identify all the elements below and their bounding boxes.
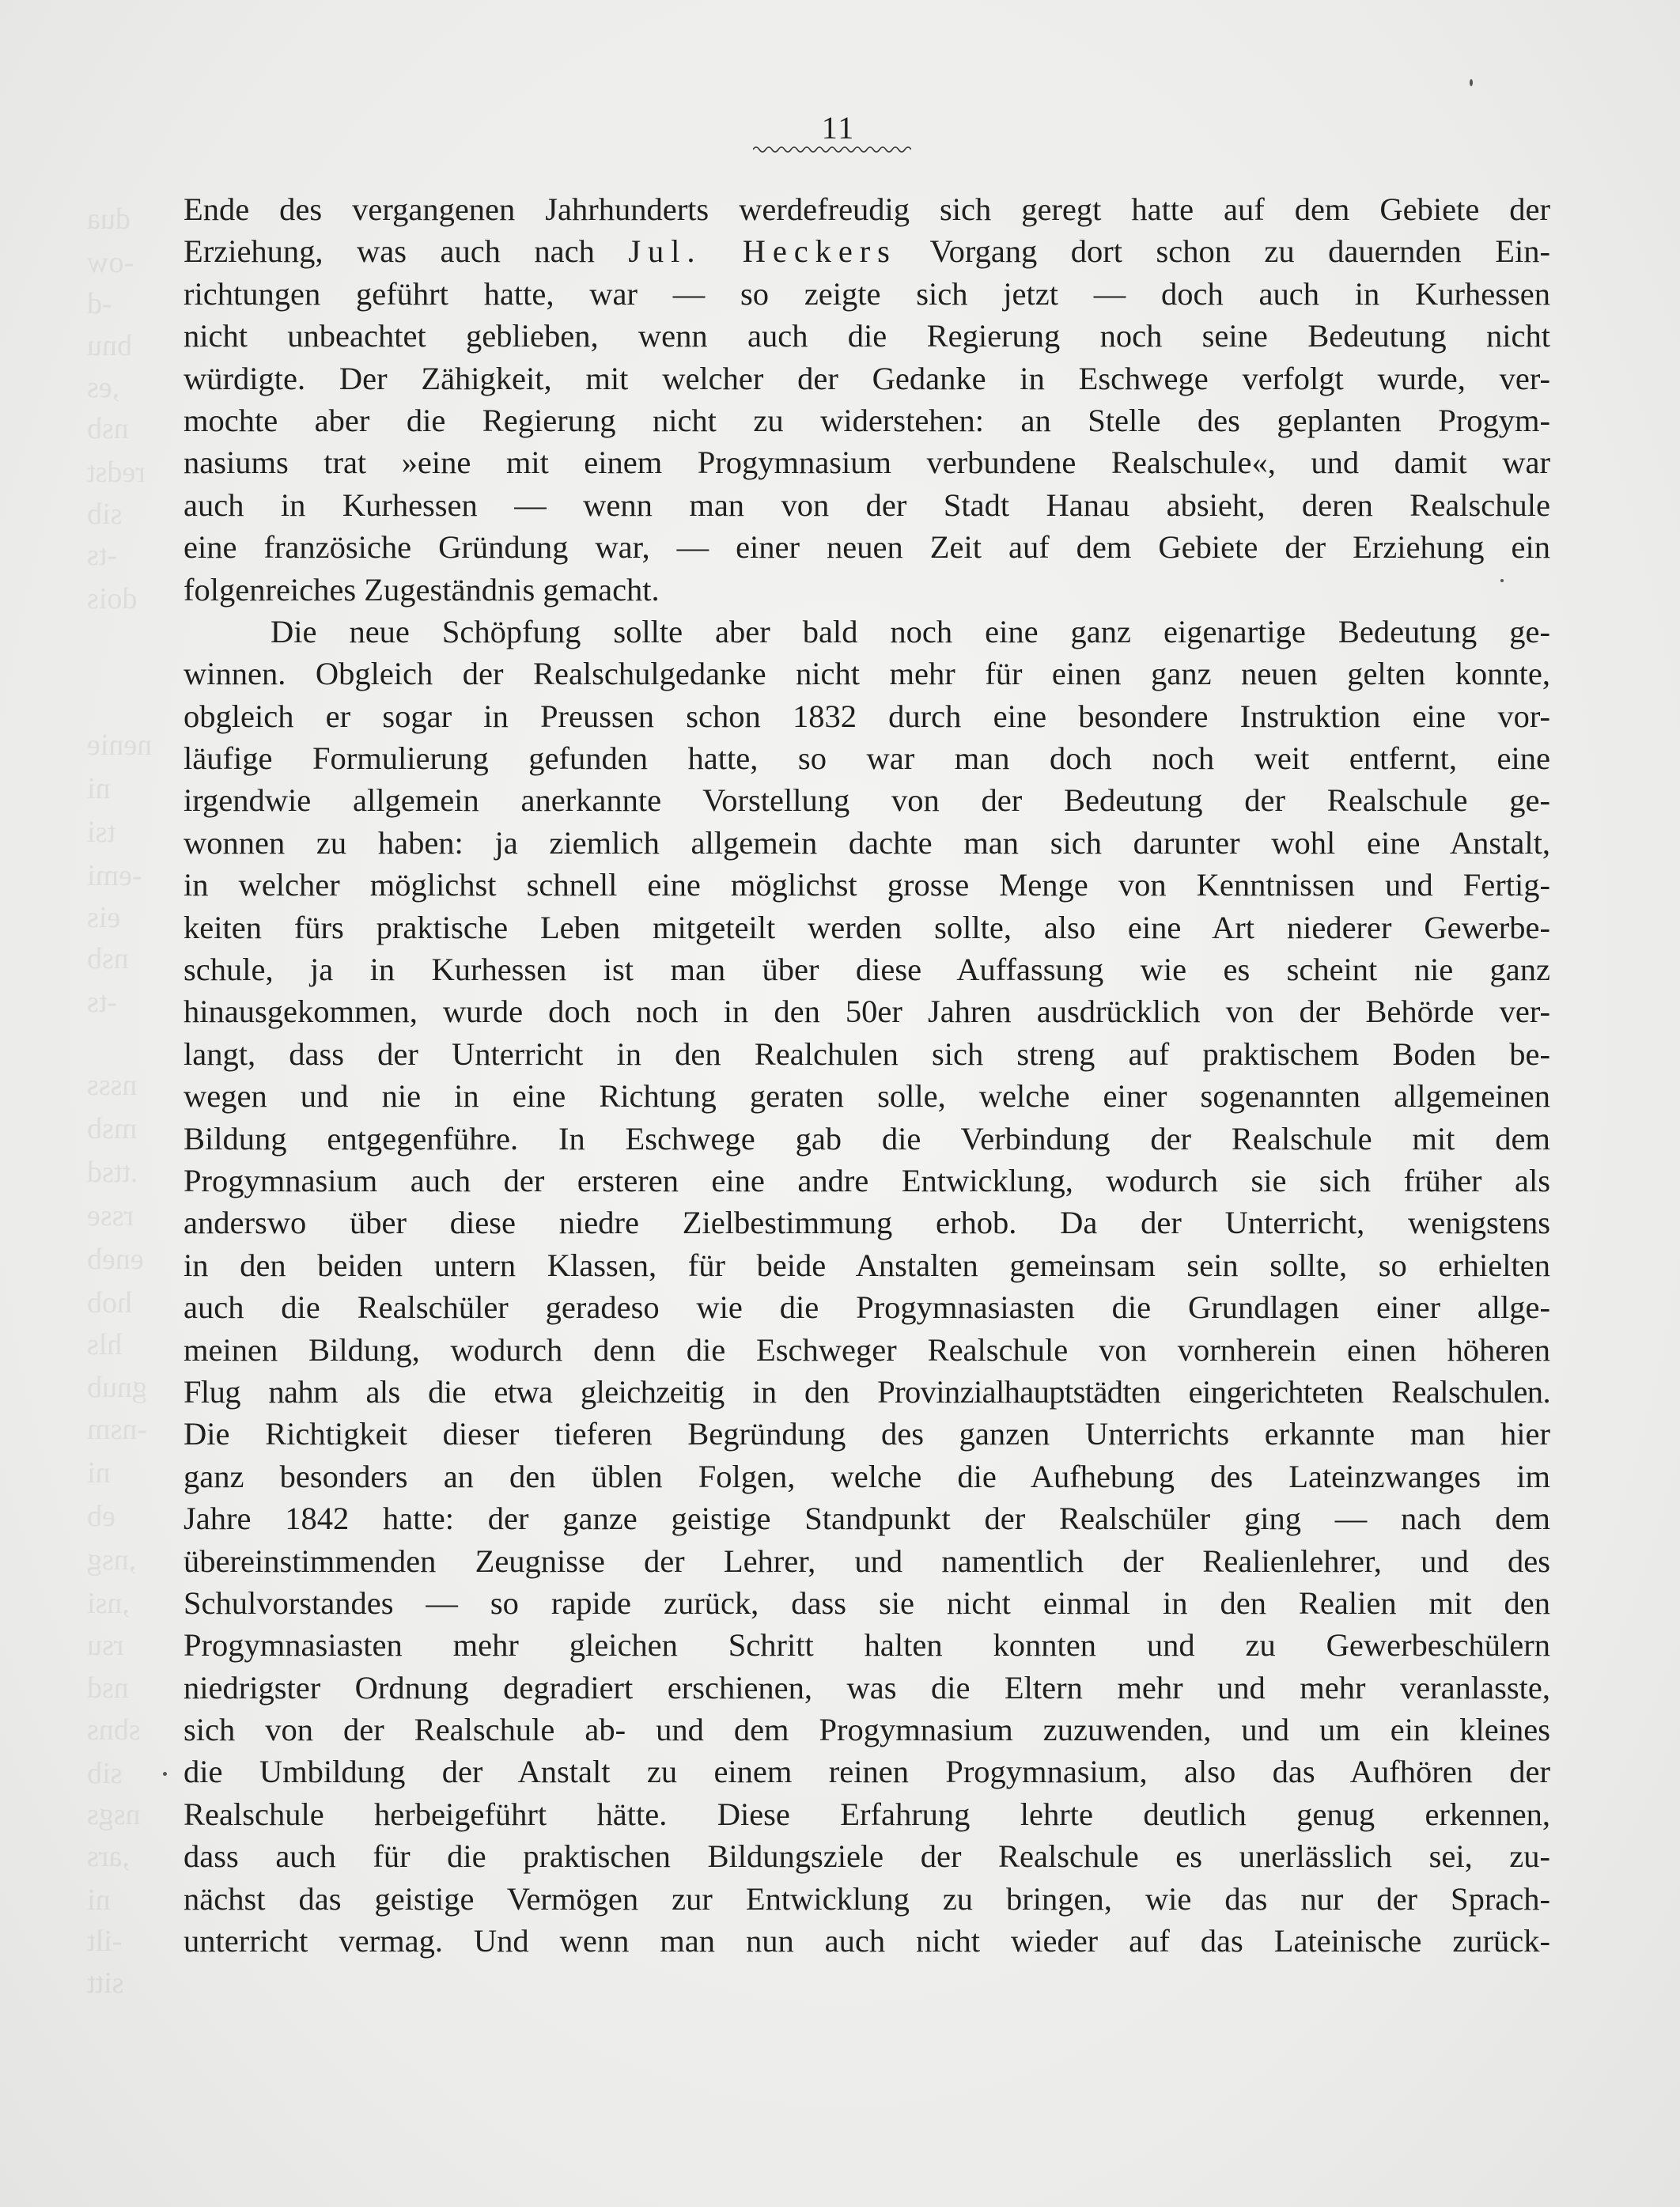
show-through-left: eis [87,901,121,934]
text-line: läufige Formulierung gefunden hatte, so war man doch noch weit entfernt, eine [184,740,1550,777]
show-through-left: ni [87,772,111,805]
paper-speck [163,1772,167,1776]
show-through-left: rsse [87,1199,134,1232]
text-line: winnen. Obgleich der Realschulgedanke nicht mehr für einen ganz neuen gelten konnte, [184,656,1550,692]
text-line: in welcher möglichst schnell eine möglichst grosse Menge von Kenntnissen und Fertig- [184,867,1550,903]
show-through-left: .ttsd [87,1156,138,1189]
author-name-spaced: Jul. Heckers [628,233,897,270]
text-line: Ende des vergangenen Jahrhunderts werdefreudig sich geregt hatte auf dem Gebiete der [184,191,1550,227]
text-line: Die neue Schöpfung sollte aber bald noch eine ganz eigenartige Bedeutung ge- [271,613,1550,649]
text-line: unterricht vermag. Und wenn man nun auch nicht wieder auf das Lateinische zurück- [184,1923,1550,1959]
show-through-left: hob [87,1286,132,1319]
text-line: anderswo über diese niedre Zielbestimmung erhob. Da der Unterricht, wenigstens [184,1205,1550,1241]
show-through-left: sib [87,1757,123,1790]
text-line: meinen Bildung, wodurch denn die Eschweger Realschule von vornherein einen höheren [184,1331,1550,1368]
show-through-left: ni [87,1883,111,1917]
text-line: langt, dass der Unterricht in den Realchulen sich streng auf praktischem Boden be- [184,1035,1550,1072]
show-through-left: nsb [87,942,129,975]
show-through-left: nsss [87,1069,138,1102]
show-through-left: sitt [87,1967,124,2000]
text-line: nicht unbeachtet geblieben, wenn auch die Regierung noch seine Bedeutung nicht [184,318,1550,354]
paper-speck [1470,79,1473,86]
show-through-left: ,es [87,371,120,404]
show-through-left: sib [87,498,123,531]
show-through-left: gnub [87,1371,147,1404]
text-line: keiten fürs praktische Leben mitgeteilt werden sollte, also eine Art niederer Gewerbe- [184,909,1550,945]
text-line: die Umbildung der Anstalt zu einem reinen Progymnasium, also das Aufhören der [184,1754,1550,1790]
show-through-left: hls [87,1328,123,1361]
text-line: mochte aber die Regierung nicht zu widerstehen: an Stelle des geplanten Progym- [184,402,1550,438]
show-through-left: -ow [87,246,134,279]
paragraph-1 [184,188,1550,611]
text-line: Progymnasiasten mehr gleichen Schritt halten konnten und zu Gewerbeschülern [184,1627,1550,1664]
show-through-left: -emi [87,859,142,892]
show-through-left: -nsm [87,1413,147,1446]
text-line: irgendwie allgemein anerkannte Vorstellung von der Bedeutung der Realschule ge- [184,782,1550,819]
text-line: Die Richtigkeit dieser tieferen Begründung des ganzen Unterrichts erkannte man hier [184,1416,1550,1452]
text-line: richtungen geführt hatte, war — so zeigte sich jetzt — doch auch in Kurhessen [184,275,1550,312]
show-through-left: -d [87,287,112,320]
show-through-left: ni [87,1456,111,1490]
text-line: folgenreiches Zugeständnis gemacht. [184,571,660,608]
text-line: nächst das geistige Vermögen zur Entwicklung zu bringen, wie das nur der Sprach- [184,1880,1550,1917]
text-line: Progymnasium auch der ersteren eine andre Entwicklung, wodurch sie sich früher als [184,1162,1550,1198]
text-line: wonnen zu haben: ja ziemlich allgemein dachte man sich darunter wohl eine Anstalt, [184,824,1550,861]
show-through-left: dua [87,203,131,236]
text-line: Jahre 1842 hatte: der ganze geistige Standpunkt der Realschüler ging — nach dem [184,1501,1550,1537]
text-line: auch in Kurhessen — wenn man von der Stadt Hanau absieht, deren Realschule [184,486,1550,523]
text-line: würdigte. Der Zähigkeit, mit welcher der Gedanke in Eschwege verfolgt wurde, ver- [184,360,1550,396]
text-line: Erziehung, was auch nach Jul. Heckers Vorgang dort schon zu dauernden Ein- [184,233,1550,270]
show-through-left: ,nsg [87,1543,137,1577]
show-through-left: tsi [87,816,115,849]
show-through-left: nsd [87,1671,129,1705]
body-text [184,188,1550,1962]
paragraph-2 [184,611,1550,1963]
text-line: in den beiden untern Klassen, für beide Anstalten gemeinsam sein sollte, so erhielten [184,1247,1550,1283]
text-line: ganz besonders an den üblen Folgen, welche die Aufhebung des Lateinzwanges im [184,1458,1550,1494]
show-through-left: eneb [87,1243,144,1276]
text-line: übereinstimmenden Zeugnisse der Lehrer, und namentlich der Realienlehrer, und des [184,1543,1550,1579]
show-through-left: bnu [87,329,132,362]
text-line: Realschule herbeigeführt hätte. Diese Erfahrung lehrte deutlich genug erkennen, [184,1796,1550,1832]
show-through-left: ,ars [87,1840,130,1873]
text-line: auch die Realschüler geradeso wie die Progymnasiasten die Grundlagen einer allge- [184,1289,1550,1326]
show-through-left: -ts [87,986,117,1019]
text-line: Flug nahm als die etwa gleichzeitig in den Provinzialhauptstädten eingerichteten Realschulen. [184,1373,1550,1410]
text-line: sich von der Realschule ab- und dem Progymnasium zuzuwenden, und um ein kleines [184,1712,1550,1748]
show-through-left: ,nsi [87,1587,130,1620]
show-through-left: msb [87,1112,138,1145]
show-through-left: redst [87,456,146,489]
text-line: hinausgekommen, wurde doch noch in den 50er Jahren ausdrücklich von der Behörde ver- [184,994,1550,1030]
show-through-left: sbns [87,1713,141,1747]
text-line: Bildung entgegenführe. In Eschwege gab die Verbindung der Realschule mit dem [184,1120,1550,1156]
show-through-left: nsgs [87,1798,141,1831]
show-through-left: eb [87,1500,115,1533]
ornament-wavy-rule [753,144,911,155]
page-number: 11 [821,110,856,146]
text-line: nasiums trat »eine mit einem Progymnasium verbundene Realschule«, und damit war [184,445,1550,481]
text-line: niedrigster Ordnung degradiert erschienen, was die Eltern mehr und mehr veranlasste, [184,1669,1550,1705]
show-through-left: -ts [87,539,117,572]
text-line: obgleich er sogar in Preussen schon 1832 durch eine besondere Instruktion eine vor- [184,698,1550,734]
text-line: eine französiche Gründung war, — einer neuen Zeit auf dem Gebiete der Erziehung ein [184,529,1550,566]
show-through-left: -ilt [87,1925,123,1958]
show-through-left: nsb [87,412,129,445]
show-through-left: dois [87,582,138,615]
text-line: schule, ja in Kurhessen ist man über diese Auffassung wie es scheint nie ganz [184,952,1550,988]
text-line: wegen und nie in eine Richtung geraten solle, welche einer sogenannten allgemeinen [184,1078,1550,1115]
show-through-left: nenie [87,729,153,762]
text-line: Schulvorstandes — so rapide zurück, dass sie nicht einmal in den Realien mit den [184,1584,1550,1621]
text-line: dass auch für die praktischen Bildungsziele der Realschule es unerlässlich sei, zu- [184,1838,1550,1875]
show-through-left: rsu [87,1629,124,1662]
